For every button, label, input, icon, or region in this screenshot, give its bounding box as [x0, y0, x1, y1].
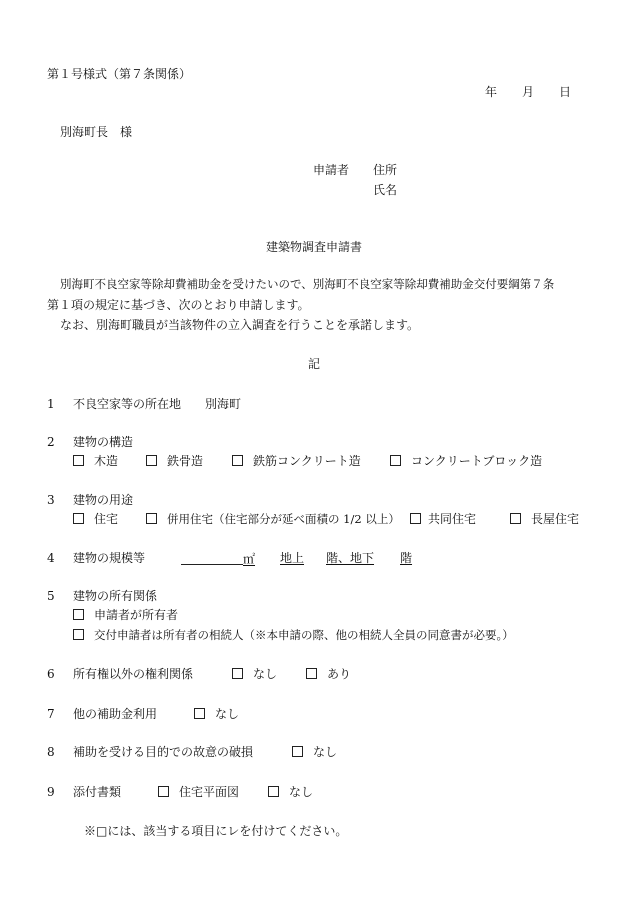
ki-label: 記 [308, 357, 321, 371]
option-label: 申請者が所有者 [94, 608, 179, 622]
applicant-name-label: 氏名 [373, 183, 398, 197]
item-9-option-2[interactable] [268, 786, 313, 798]
option-label: なし [289, 785, 314, 799]
item-5-label: 建物の所有関係 [73, 589, 158, 603]
checkbox-icon[interactable] [158, 786, 169, 797]
item-1-value: 別海町 [205, 397, 242, 411]
date-month-label: 月 [522, 85, 535, 99]
item-8-option-1[interactable] [292, 746, 337, 758]
body-line-3: なお、別海町職員が当該物件の立入調査を行うことを承諾します。 [60, 318, 420, 332]
item-2-option-4[interactable] [390, 455, 542, 467]
checkbox-icon[interactable] [510, 513, 521, 524]
item-7-option-1[interactable] [194, 708, 239, 720]
item-1-label: 不良空家等の所在地 [73, 397, 182, 411]
item-4-area-field[interactable] [181, 552, 255, 565]
option-label: コンクリートブロック造 [411, 454, 543, 468]
item-2-label: 建物の構造 [73, 435, 134, 449]
option-label: 共同住宅 [428, 512, 477, 526]
option-label: 住宅平面図 [179, 785, 240, 799]
document-title: 建築物調査申請書 [266, 240, 363, 254]
checkbox-icon[interactable] [73, 629, 84, 640]
item-6-option-2[interactable] [306, 668, 351, 680]
area-input-line[interactable] [181, 552, 243, 565]
item-3-option-1[interactable] [73, 513, 118, 525]
date-year-label: 年 [485, 85, 498, 99]
area-unit: ㎡ [243, 552, 256, 566]
item-7-label: 他の補助金利用 [73, 707, 158, 721]
checkbox-icon[interactable] [232, 668, 243, 679]
item-4-label: 建物の規模等 [73, 551, 146, 565]
item-3-number: 3 [47, 493, 55, 507]
item-5-option-1[interactable] [73, 609, 178, 621]
option-label: あり [327, 667, 352, 681]
item-3-option-4[interactable] [510, 513, 579, 525]
item-5-number: 5 [47, 589, 55, 603]
date-day-label: 日 [559, 85, 572, 99]
addressee: 別海町長 様 [60, 125, 133, 139]
item-6-number: 6 [47, 667, 55, 681]
item-2-option-1[interactable] [73, 455, 118, 467]
checkbox-icon[interactable] [390, 455, 401, 466]
option-label: 鉄骨造 [167, 454, 204, 468]
item-5-option-2[interactable] [73, 629, 514, 642]
checkbox-icon[interactable] [146, 455, 157, 466]
item-3-option-2[interactable] [146, 513, 400, 526]
checkbox-icon[interactable] [73, 455, 84, 466]
checkbox-icon[interactable] [306, 668, 317, 679]
checkbox-icon[interactable] [232, 455, 243, 466]
applicant-address-label: 住所 [373, 163, 398, 177]
option-label: 住宅 [94, 512, 119, 526]
body-line-2: 第１項の規定に基づき、次のとおり申請します。 [47, 298, 310, 312]
item-1-number: 1 [47, 397, 55, 411]
item-8-label: 補助を受ける目的での故意の破損 [73, 745, 254, 759]
checkbox-icon[interactable] [410, 513, 421, 524]
item-4-floors-above: 地上 [280, 551, 305, 565]
option-label: なし [253, 667, 278, 681]
item-9-label: 添付書類 [73, 785, 122, 799]
item-9-option-1[interactable] [158, 786, 239, 798]
checkbox-icon[interactable] [73, 609, 84, 620]
option-label: 木造 [94, 454, 119, 468]
checkbox-icon[interactable] [146, 513, 157, 524]
item-7-number: 7 [47, 707, 55, 721]
option-label: なし [215, 707, 240, 721]
option-label: 交付申請者は所有者の相続人（※本申請の際、他の相続人全員の同意書が必要。） [94, 628, 514, 642]
body-line-1: 別海町不良空家等除却費補助金を受けたいので、別海町不良空家等除却費補助金交付要綱第７条 [60, 277, 555, 291]
checkbox-icon[interactable] [73, 513, 84, 524]
item-3-option-3[interactable] [410, 513, 476, 525]
form-number: 第１号様式（第７条関係） [47, 67, 192, 81]
option-label: 鉄筋コンクリート造 [253, 454, 361, 468]
checkbox-icon[interactable] [292, 746, 303, 757]
option-label: なし [313, 745, 338, 759]
item-6-label: 所有権以外の権利関係 [73, 667, 194, 681]
checkbox-icon[interactable] [268, 786, 279, 797]
option-label: 併用住宅（住宅部分が延べ面積の 1/2 以上） [167, 512, 400, 526]
item-8-number: 8 [47, 745, 55, 759]
item-2-option-2[interactable] [146, 455, 203, 467]
item-2-number: 2 [47, 435, 55, 449]
item-3-label: 建物の用途 [73, 493, 134, 507]
checkbox-icon[interactable] [194, 708, 205, 719]
item-6-option-1[interactable] [232, 668, 277, 680]
option-label: 長屋住宅 [531, 512, 580, 526]
item-4-floors-below: 階、地下 階 [326, 551, 413, 565]
item-2-option-3[interactable] [232, 455, 361, 467]
footnote: ※□には、該当する項目にレを付けてください。 [84, 824, 348, 838]
applicant-label: 申請者 [313, 163, 350, 177]
item-4-number: 4 [47, 551, 55, 565]
item-9-number: 9 [47, 785, 55, 799]
